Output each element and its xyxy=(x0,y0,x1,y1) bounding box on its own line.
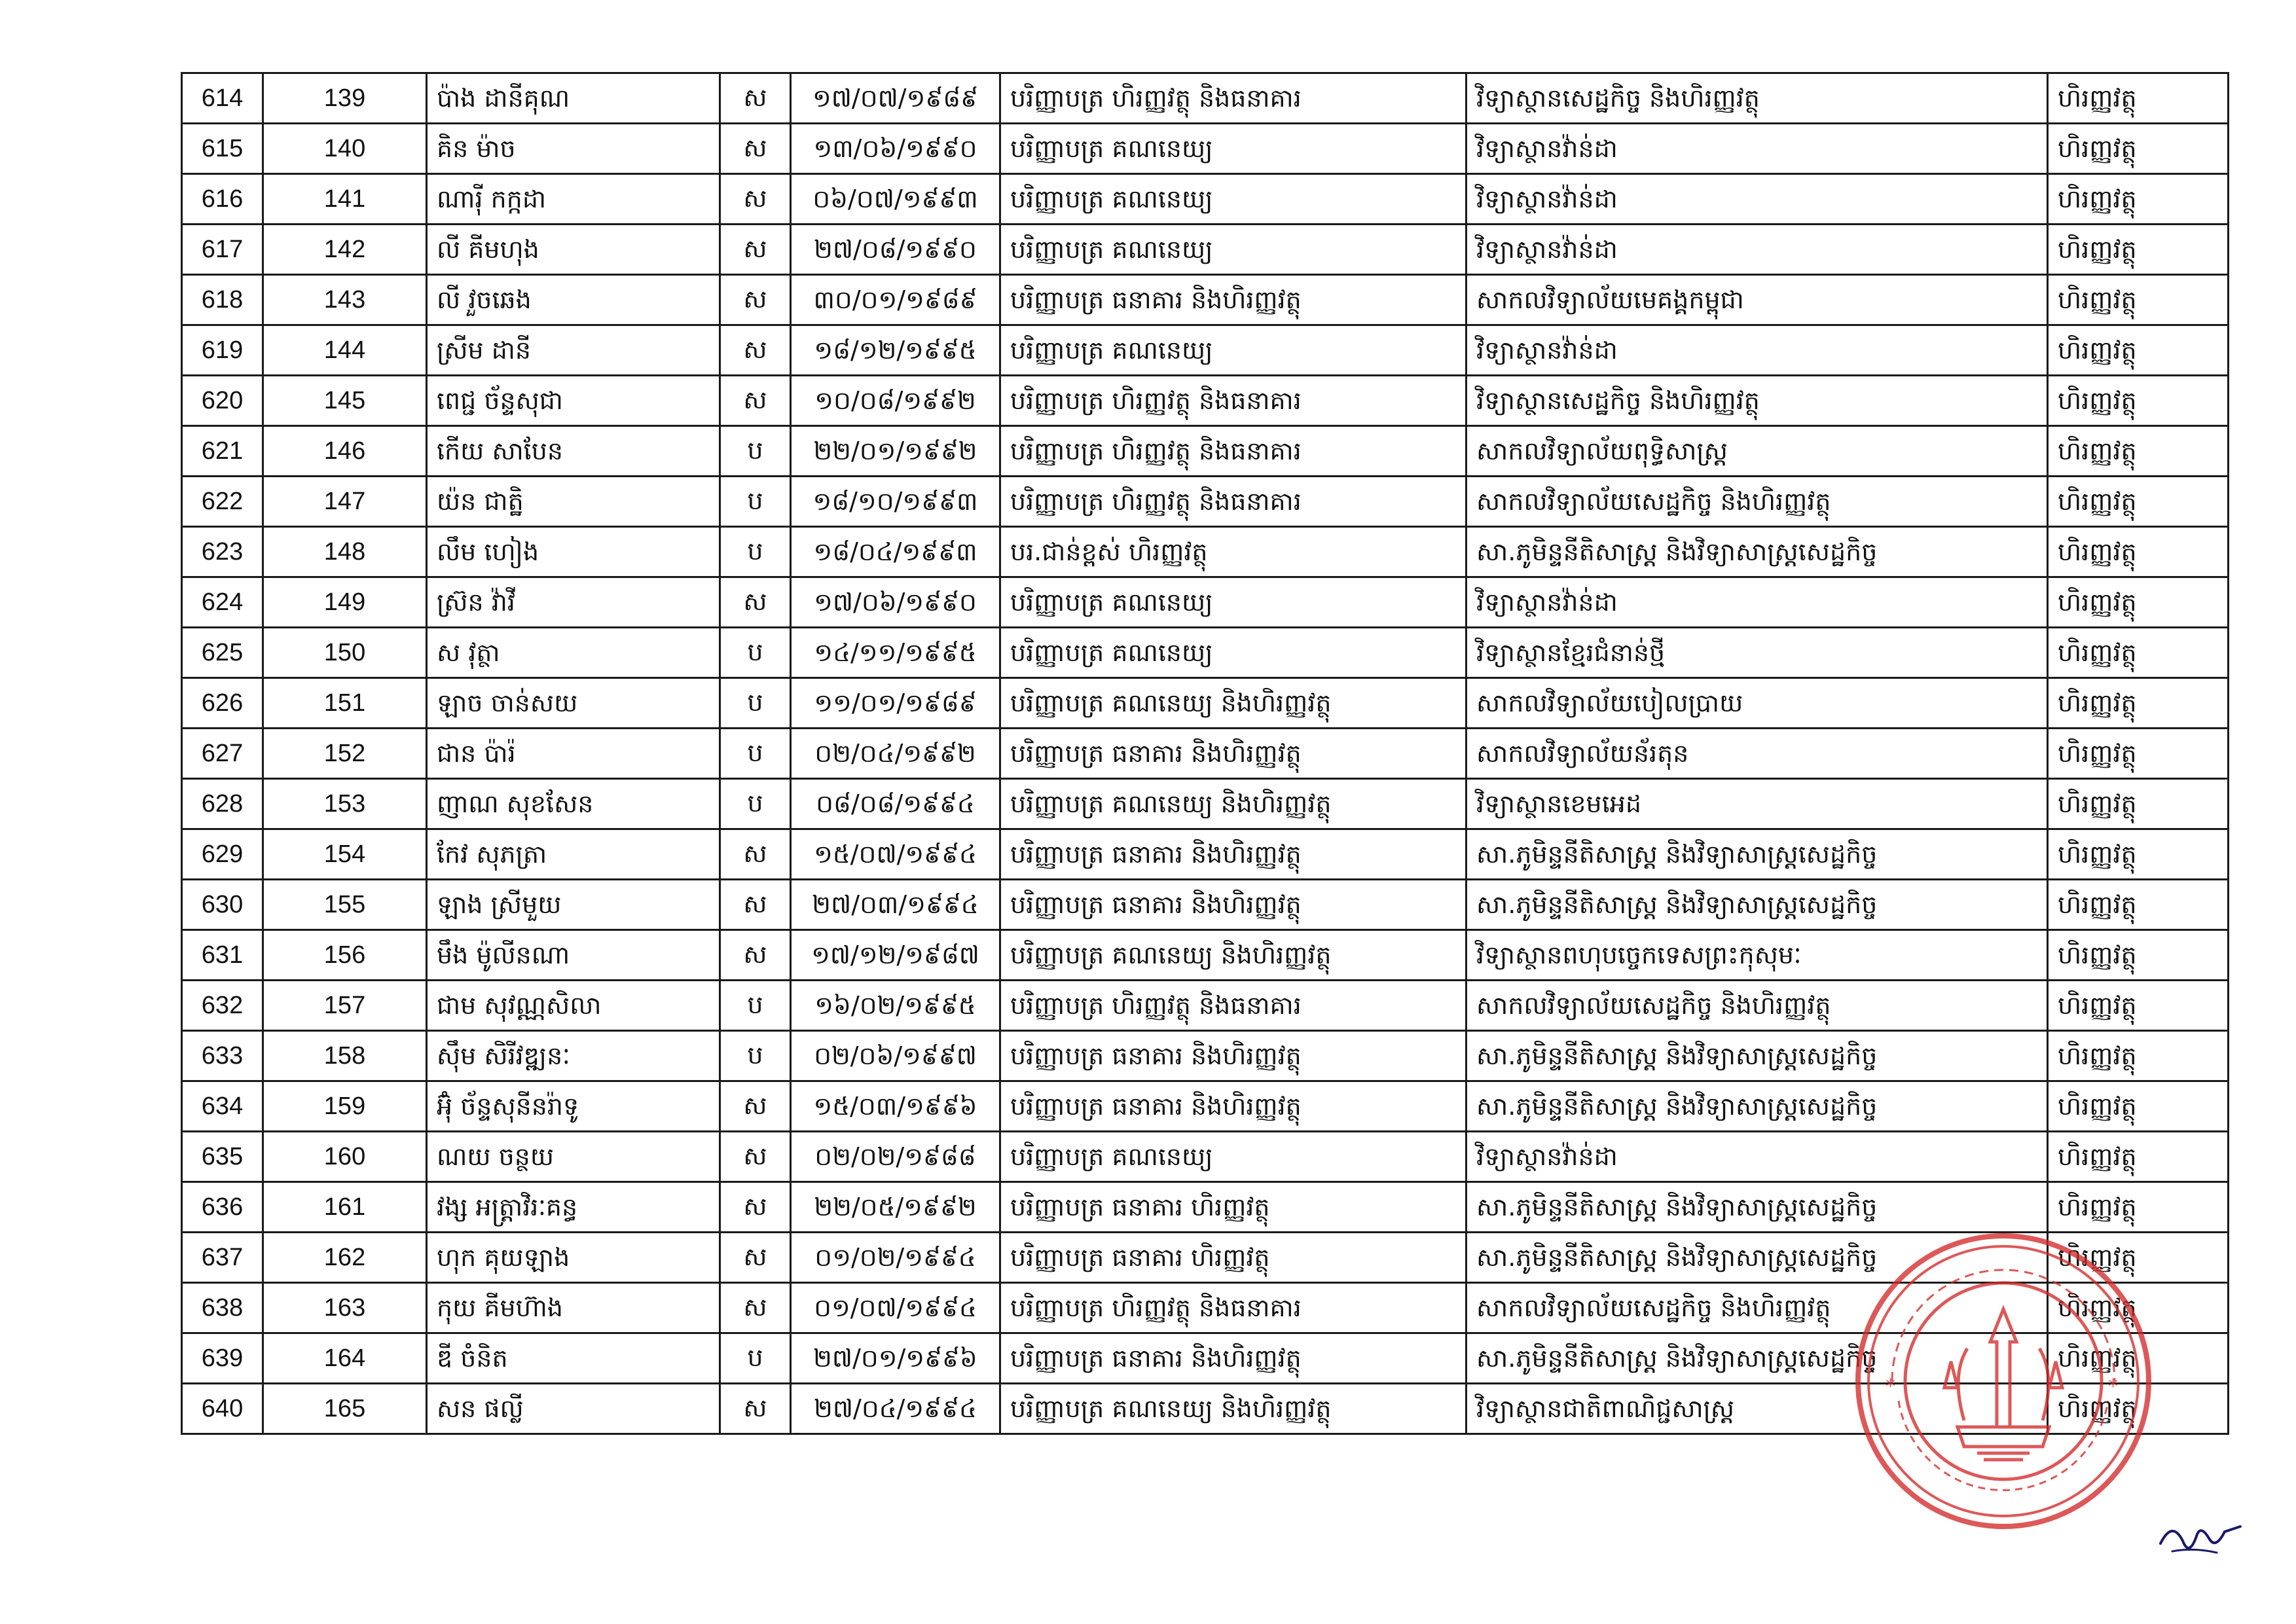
row-number-cell: 634 xyxy=(182,1081,263,1132)
date-of-birth-cell: ០២/០២/១៩៨៨ xyxy=(791,1132,1000,1182)
candidate-name-cell: ជាន ប៉ារ៉ xyxy=(427,729,720,779)
date-of-birth-cell: ១៦/០២/១៩៩៥ xyxy=(791,981,1000,1031)
candidate-name-cell: ពេជ្ជ ច័ន្ទសុជា xyxy=(427,376,720,426)
row-number-cell: 616 xyxy=(182,174,263,225)
date-of-birth-cell: ១៨/០៤/១៩៩៣ xyxy=(791,527,1000,577)
specialty-cell: ហិរញ្ញវត្ថុ xyxy=(2048,325,2229,376)
specialty-cell: ហិរញ្ញវត្ថុ xyxy=(2048,1081,2229,1132)
sub-number-cell: 155 xyxy=(263,880,427,930)
table-row xyxy=(182,477,2229,527)
degree-cell: បរិញ្ញាបត្រ ហិរញ្ញវត្ថុ និងធនាគារ xyxy=(1000,477,1467,527)
degree-cell: បរិញ្ញាបត្រ គណនេយ្យ និងហិរញ្ញវត្ថុ xyxy=(1000,1384,1467,1434)
row-number-cell: 630 xyxy=(182,880,263,930)
specialty-cell: ហិរញ្ញវត្ថុ xyxy=(2048,829,2229,880)
candidate-name-cell: លី វួចឆេង xyxy=(427,275,720,325)
date-of-birth-cell: ២២/០១/១៩៩២ xyxy=(791,426,1000,477)
date-of-birth-cell: ១៥/០៧/១៩៩៤ xyxy=(791,829,1000,880)
specialty-cell: ហិរញ្ញវត្ថុ xyxy=(2048,981,2229,1031)
sex-cell: ស xyxy=(720,1233,791,1283)
table-row xyxy=(182,275,2229,325)
institution-cell: វិទ្យាស្ថានវ៉ាន់ដា xyxy=(1467,325,2048,376)
sex-cell: ប xyxy=(720,628,791,678)
sex-cell: ប xyxy=(720,678,791,729)
institution-cell: សា.ភូមិន្ទនីតិសាស្ត្រ និងវិទ្យាសាស្ត្រសេដ្ឋកិច្ច xyxy=(1467,1081,2048,1132)
sub-number-cell: 147 xyxy=(263,477,427,527)
candidate-name-cell: លឹម ហៀង xyxy=(427,527,720,577)
date-of-birth-cell: ១៣/០៦/១៩៩០ xyxy=(791,124,1000,174)
specialty-cell: ហិរញ្ញវត្ថុ xyxy=(2048,628,2229,678)
table-row xyxy=(182,527,2229,577)
institution-cell: សាកលវិទ្យាល័យន័រតុន xyxy=(1467,729,2048,779)
sub-number-cell: 158 xyxy=(263,1031,427,1081)
candidate-name-cell: ហុក គុយឡាង xyxy=(427,1233,720,1283)
table-row xyxy=(182,1333,2229,1384)
sex-cell: ស xyxy=(720,930,791,981)
row-number-cell: 640 xyxy=(182,1384,263,1434)
sex-cell: ស xyxy=(720,325,791,376)
sex-cell: ប xyxy=(720,1333,791,1384)
date-of-birth-cell: ៣០/០១/១៩៨៩ xyxy=(791,275,1000,325)
sub-number-cell: 161 xyxy=(263,1182,427,1233)
candidate-name-cell: ស៊ឹម សិរីវឌ្ឍនៈ xyxy=(427,1031,720,1081)
degree-cell: បរិញ្ញាបត្រ គណនេយ្យ xyxy=(1000,325,1467,376)
signature xyxy=(2154,1512,2246,1564)
sex-cell: ស xyxy=(720,225,791,275)
table-row xyxy=(182,981,2229,1031)
institution-cell: សា.ភូមិន្ទនីតិសាស្ត្រ និងវិទ្យាសាស្ត្រសេដ្ឋកិច្ច xyxy=(1467,829,2048,880)
specialty-cell: ហិរញ្ញវត្ថុ xyxy=(2048,124,2229,174)
candidate-name-cell: យ៉ន ជាត្ឋិ xyxy=(427,477,720,527)
specialty-cell: ហិរញ្ញវត្ថុ xyxy=(2048,477,2229,527)
specialty-cell: ហិរញ្ញវត្ថុ xyxy=(2048,527,2229,577)
sub-number-cell: 144 xyxy=(263,325,427,376)
table-row xyxy=(182,1384,2229,1434)
specialty-cell: ហិរញ្ញវត្ថុ xyxy=(2048,376,2229,426)
row-number-cell: 618 xyxy=(182,275,263,325)
candidate-name-cell: ញាណ សុខសែន xyxy=(427,779,720,829)
sub-number-cell: 143 xyxy=(263,275,427,325)
degree-cell: បរិញ្ញាបត្រ ធនាគារ និងហិរញ្ញវត្ថុ xyxy=(1000,1333,1467,1384)
date-of-birth-cell: ១៧/០៦/១៩៩០ xyxy=(791,577,1000,628)
degree-cell: បរិញ្ញាបត្រ គណនេយ្យ xyxy=(1000,174,1467,225)
degree-cell: បរិញ្ញាបត្រ ធនាគារ និងហិរញ្ញវត្ថុ xyxy=(1000,829,1467,880)
sex-cell: ប xyxy=(720,779,791,829)
degree-cell: បរិញ្ញាបត្រ ធនាគារ និងហិរញ្ញវត្ថុ xyxy=(1000,1031,1467,1081)
specialty-cell: ហិរញ្ញវត្ថុ xyxy=(2048,1283,2229,1333)
table-row xyxy=(182,729,2229,779)
institution-cell: វិទ្យាស្ថានខ្មែរជំនាន់ថ្មី xyxy=(1467,628,2048,678)
row-number-cell: 620 xyxy=(182,376,263,426)
institution-cell: សាកលវិទ្យាល័យសេដ្ឋកិច្ច និងហិរញ្ញវត្ថុ xyxy=(1467,477,2048,527)
degree-cell: បរិញ្ញាបត្រ ហិរញ្ញវត្ថុ និងធនាគារ xyxy=(1000,426,1467,477)
institution-cell: វិទ្យាស្ថានវ៉ាន់ដា xyxy=(1467,225,2048,275)
sex-cell: ស xyxy=(720,1384,791,1434)
sex-cell: ស xyxy=(720,275,791,325)
sub-number-cell: 140 xyxy=(263,124,427,174)
sex-cell: ប xyxy=(720,477,791,527)
institution-cell: វិទ្យាស្ថានពហុបច្ចេកទេសព្រះកុសុមៈ xyxy=(1467,930,2048,981)
candidate-name-cell: ជាម សុវណ្ណសិលា xyxy=(427,981,720,1031)
institution-cell: សាកលវិទ្យាល័យសេដ្ឋកិច្ច និងហិរញ្ញវត្ថុ xyxy=(1467,1283,2048,1333)
specialty-cell: ហិរញ្ញវត្ថុ xyxy=(2048,1031,2229,1081)
sex-cell: ស xyxy=(720,1283,791,1333)
sub-number-cell: 157 xyxy=(263,981,427,1031)
date-of-birth-cell: ០៨/០៨/១៩៩៤ xyxy=(791,779,1000,829)
date-of-birth-cell: ២៧/០១/១៩៩៦ xyxy=(791,1333,1000,1384)
specialty-cell: ហិរញ្ញវត្ថុ xyxy=(2048,275,2229,325)
specialty-cell: ហិរញ្ញវត្ថុ xyxy=(2048,73,2229,124)
table-row xyxy=(182,1031,2229,1081)
table-row xyxy=(182,1132,2229,1182)
sub-number-cell: 159 xyxy=(263,1081,427,1132)
candidate-name-cell: ឡាង ស្រីមួយ xyxy=(427,880,720,930)
table-body xyxy=(182,73,2229,1434)
specialty-cell: ហិរញ្ញវត្ថុ xyxy=(2048,880,2229,930)
row-number-cell: 624 xyxy=(182,577,263,628)
sex-cell: ប xyxy=(720,981,791,1031)
degree-cell: បរិញ្ញាបត្រ គណនេយ្យ និងហិរញ្ញវត្ថុ xyxy=(1000,678,1467,729)
specialty-cell: ហិរញ្ញវត្ថុ xyxy=(2048,426,2229,477)
degree-cell: បរិញ្ញាបត្រ ធនាគារ និងហិរញ្ញវត្ថុ xyxy=(1000,729,1467,779)
table-row xyxy=(182,628,2229,678)
sub-number-cell: 156 xyxy=(263,930,427,981)
row-number-cell: 625 xyxy=(182,628,263,678)
degree-cell: បរិញ្ញាបត្រ គណនេយ្យ xyxy=(1000,1132,1467,1182)
row-number-cell: 617 xyxy=(182,225,263,275)
sex-cell: ស xyxy=(720,829,791,880)
candidate-table xyxy=(181,72,2229,1435)
candidate-name-cell: ឌី ចំនិត xyxy=(427,1333,720,1384)
sex-cell: ស xyxy=(720,1132,791,1182)
sex-cell: ស xyxy=(720,1182,791,1233)
sub-number-cell: 160 xyxy=(263,1132,427,1182)
institution-cell: វិទ្យាស្ថានវ៉ាន់ដា xyxy=(1467,174,2048,225)
row-number-cell: 633 xyxy=(182,1031,263,1081)
candidate-name-cell: ស វុត្ថា xyxy=(427,628,720,678)
degree-cell: បរិញ្ញាបត្រ គណនេយ្យ xyxy=(1000,225,1467,275)
candidate-name-cell: ស្រីម ដានី xyxy=(427,325,720,376)
row-number-cell: 635 xyxy=(182,1132,263,1182)
degree-cell: បរិញ្ញាបត្រ ធនាគារ និងហិរញ្ញវត្ថុ xyxy=(1000,1081,1467,1132)
date-of-birth-cell: ០២/០៦/១៩៩៧ xyxy=(791,1031,1000,1081)
institution-cell: សា.ភូមិន្ទនីតិសាស្ត្រ និងវិទ្យាសាស្ត្រសេដ្ឋកិច្ច xyxy=(1467,527,2048,577)
row-number-cell: 639 xyxy=(182,1333,263,1384)
row-number-cell: 629 xyxy=(182,829,263,880)
sub-number-cell: 148 xyxy=(263,527,427,577)
sub-number-cell: 145 xyxy=(263,376,427,426)
degree-cell: បរិញ្ញាបត្រ ធនាគារ និងហិរញ្ញវត្ថុ xyxy=(1000,880,1467,930)
date-of-birth-cell: ០៦/០៧/១៩៩៣ xyxy=(791,174,1000,225)
candidate-name-cell: ស្រ៊ន វ៉ាវី xyxy=(427,577,720,628)
candidate-name-cell: ណារ៉ី កក្កដា xyxy=(427,174,720,225)
candidate-name-cell: អ៊ុំ ច័ន្ទសុនីនរ៉ាទូ xyxy=(427,1081,720,1132)
table-row xyxy=(182,779,2229,829)
row-number-cell: 623 xyxy=(182,527,263,577)
candidate-name-cell: គិន ម៉ាច xyxy=(427,124,720,174)
candidate-name-cell: កែវ សុភត្រា xyxy=(427,829,720,880)
table-row xyxy=(182,1233,2229,1283)
sex-cell: ស xyxy=(720,1081,791,1132)
sex-cell: ប xyxy=(720,729,791,779)
svg-text:*: * xyxy=(1886,1375,1895,1398)
candidate-name-cell: កុយ គីមហ៊ាង xyxy=(427,1283,720,1333)
row-number-cell: 626 xyxy=(182,678,263,729)
sub-number-cell: 139 xyxy=(263,73,427,124)
specialty-cell: ហិរញ្ញវត្ថុ xyxy=(2048,577,2229,628)
date-of-birth-cell: ១៤/១១/១៩៩៥ xyxy=(791,628,1000,678)
candidate-name-cell: ណយ ចន្ថយ xyxy=(427,1132,720,1182)
institution-cell: វិទ្យាស្ថានវ៉ាន់ដា xyxy=(1467,1132,2048,1182)
table-row xyxy=(182,880,2229,930)
institution-cell: សា.ភូមិន្ទនីតិសាស្ត្រ និងវិទ្យាសាស្ត្រសេដ្ឋកិច្ច xyxy=(1467,1233,2048,1283)
degree-cell: បរិញ្ញាបត្រ ធនាគារ ហិរញ្ញវត្ថុ xyxy=(1000,1182,1467,1233)
table-row xyxy=(182,376,2229,426)
institution-cell: វិទ្យាស្ថានសេដ្ឋកិច្ច និងហិរញ្ញវត្ថុ xyxy=(1467,376,2048,426)
table-row xyxy=(182,1081,2229,1132)
candidate-name-cell: ឡាច ចាន់សយ xyxy=(427,678,720,729)
sub-number-cell: 142 xyxy=(263,225,427,275)
sex-cell: ប xyxy=(720,527,791,577)
row-number-cell: 636 xyxy=(182,1182,263,1233)
date-of-birth-cell: ២៧/០៣/១៩៩៤ xyxy=(791,880,1000,930)
table-row xyxy=(182,426,2229,477)
date-of-birth-cell: ១៨/១២/១៩៩៥ xyxy=(791,325,1000,376)
degree-cell: បរិញ្ញាបត្រ ហិរញ្ញវត្ថុ និងធនាគារ xyxy=(1000,981,1467,1031)
table-row xyxy=(182,678,2229,729)
candidate-name-cell: សន ផល្លី xyxy=(427,1384,720,1434)
degree-cell: បរិញ្ញាបត្រ គណនេយ្យ xyxy=(1000,628,1467,678)
degree-cell: បរិញ្ញាបត្រ គណនេយ្យ xyxy=(1000,124,1467,174)
specialty-cell: ហិរញ្ញវត្ថុ xyxy=(2048,1182,2229,1233)
institution-cell: សាកលវិទ្យាល័យសេដ្ឋកិច្ច និងហិរញ្ញវត្ថុ xyxy=(1467,981,2048,1031)
degree-cell: បរិញ្ញាបត្រ ធនាគារ ហិរញ្ញវត្ថុ xyxy=(1000,1233,1467,1283)
table-row xyxy=(182,930,2229,981)
degree-cell: បរិញ្ញាបត្រ ធនាគារ និងហិរញ្ញវត្ថុ xyxy=(1000,275,1467,325)
specialty-cell: ហិរញ្ញវត្ថុ xyxy=(2048,225,2229,275)
date-of-birth-cell: ១៨/១០/១៩៩៣ xyxy=(791,477,1000,527)
degree-cell: បរិញ្ញាបត្រ គណនេយ្យ និងហិរញ្ញវត្ថុ xyxy=(1000,779,1467,829)
date-of-birth-cell: ២២/០៥/១៩៩២ xyxy=(791,1182,1000,1233)
degree-cell: បរិញ្ញាបត្រ ហិរញ្ញវត្ថុ និងធនាគារ xyxy=(1000,73,1467,124)
sub-number-cell: 149 xyxy=(263,577,427,628)
sub-number-cell: 163 xyxy=(263,1283,427,1333)
sub-number-cell: 153 xyxy=(263,779,427,829)
row-number-cell: 619 xyxy=(182,325,263,376)
degree-cell: បរិញ្ញាបត្រ គណនេយ្យ xyxy=(1000,577,1467,628)
sub-number-cell: 154 xyxy=(263,829,427,880)
sex-cell: ស xyxy=(720,577,791,628)
specialty-cell: ហិរញ្ញវត្ថុ xyxy=(2048,930,2229,981)
specialty-cell: ហិរញ្ញវត្ថុ xyxy=(2048,678,2229,729)
table-row xyxy=(182,225,2229,275)
institution-cell: វិទ្យាស្ថានជាតិពាណិជ្ជសាស្ត្រ xyxy=(1467,1384,2048,1434)
table-row xyxy=(182,1283,2229,1333)
candidate-name-cell: មឹង ម៉ូលីនណា xyxy=(427,930,720,981)
institution-cell: សាកលវិទ្យាល័យបៀលប្រាយ xyxy=(1467,678,2048,729)
table-row xyxy=(182,325,2229,376)
specialty-cell: ហិរញ្ញវត្ថុ xyxy=(2048,1384,2229,1434)
date-of-birth-cell: ១៧/០៧/១៩៨៩ xyxy=(791,73,1000,124)
row-number-cell: 621 xyxy=(182,426,263,477)
date-of-birth-cell: ០១/០៧/១៩៩៤ xyxy=(791,1283,1000,1333)
sex-cell: ប xyxy=(720,426,791,477)
table-row xyxy=(182,124,2229,174)
svg-text:*: * xyxy=(2108,1375,2118,1398)
date-of-birth-cell: ១១/០១/១៩៨៩ xyxy=(791,678,1000,729)
specialty-cell: ហិរញ្ញវត្ថុ xyxy=(2048,1132,2229,1182)
sex-cell: ស xyxy=(720,376,791,426)
table-row xyxy=(182,1182,2229,1233)
institution-cell: វិទ្យាស្ថានខេមអេដ xyxy=(1467,779,2048,829)
institution-cell: សាកលវិទ្យាល័យពុទ្ធិសាស្ត្រ xyxy=(1467,426,2048,477)
specialty-cell: ហិរញ្ញវត្ថុ xyxy=(2048,729,2229,779)
specialty-cell: ហិរញ្ញវត្ថុ xyxy=(2048,779,2229,829)
row-number-cell: 637 xyxy=(182,1233,263,1283)
row-number-cell: 632 xyxy=(182,981,263,1031)
row-number-cell: 615 xyxy=(182,124,263,174)
sub-number-cell: 150 xyxy=(263,628,427,678)
candidate-name-cell: ប៉ាង ដានីគុណ xyxy=(427,73,720,124)
institution-cell: វិទ្យាស្ថានសេដ្ឋកិច្ច និងហិរញ្ញវត្ថុ xyxy=(1467,73,2048,124)
degree-cell: បរិញ្ញាបត្រ គណនេយ្យ និងហិរញ្ញវត្ថុ xyxy=(1000,930,1467,981)
date-of-birth-cell: ១៧/១២/១៩៨៧ xyxy=(791,930,1000,981)
sub-number-cell: 146 xyxy=(263,426,427,477)
sex-cell: ស xyxy=(720,174,791,225)
institution-cell: សា.ភូមិន្ទនីតិសាស្ត្រ និងវិទ្យាសាស្ត្រសេដ្ឋកិច្ច xyxy=(1467,1333,2048,1384)
candidate-name-cell: លី គីមហុង xyxy=(427,225,720,275)
specialty-cell: ហិរញ្ញវត្ថុ xyxy=(2048,1233,2229,1283)
degree-cell: បរិញ្ញាបត្រ ហិរញ្ញវត្ថុ និងធនាគារ xyxy=(1000,1283,1467,1333)
candidate-name-cell: កើយ សាបែន xyxy=(427,426,720,477)
table-row xyxy=(182,577,2229,628)
date-of-birth-cell: ២៧/០៤/១៩៩៤ xyxy=(791,1384,1000,1434)
candidate-name-cell: វង្ស អត្ត្រាវិរៈគន្ធ xyxy=(427,1182,720,1233)
row-number-cell: 631 xyxy=(182,930,263,981)
degree-cell: បរិញ្ញាបត្រ ហិរញ្ញវត្ថុ និងធនាគារ xyxy=(1000,376,1467,426)
specialty-cell: ហិរញ្ញវត្ថុ xyxy=(2048,174,2229,225)
row-number-cell: 638 xyxy=(182,1283,263,1333)
sex-cell: ស xyxy=(720,880,791,930)
specialty-cell: ហិរញ្ញវត្ថុ xyxy=(2048,1333,2229,1384)
sub-number-cell: 141 xyxy=(263,174,427,225)
sub-number-cell: 151 xyxy=(263,678,427,729)
sub-number-cell: 164 xyxy=(263,1333,427,1384)
date-of-birth-cell: ០១/០២/១៩៩៤ xyxy=(791,1233,1000,1283)
sub-number-cell: 152 xyxy=(263,729,427,779)
institution-cell: សា.ភូមិន្ទនីតិសាស្ត្រ និងវិទ្យាសាស្ត្រសេដ្ឋកិច្ច xyxy=(1467,1031,2048,1081)
institution-cell: វិទ្យាស្ថានវ៉ាន់ដា xyxy=(1467,577,2048,628)
degree-cell: បរ.ជាន់ខ្ពស់ ហិរញ្ញវត្ថុ xyxy=(1000,527,1467,577)
date-of-birth-cell: ១៥/០៣/១៩៩៦ xyxy=(791,1081,1000,1132)
date-of-birth-cell: ២៧/០៨/១៩៩០ xyxy=(791,225,1000,275)
row-number-cell: 628 xyxy=(182,779,263,829)
institution-cell: វិទ្យាស្ថានវ៉ាន់ដា xyxy=(1467,124,2048,174)
table-row xyxy=(182,829,2229,880)
sex-cell: ប xyxy=(720,1031,791,1081)
institution-cell: សា.ភូមិន្ទនីតិសាស្ត្រ និងវិទ្យាសាស្ត្រសេដ្ឋកិច្ច xyxy=(1467,1182,2048,1233)
date-of-birth-cell: ០២/០៤/១៩៩២ xyxy=(791,729,1000,779)
table-row xyxy=(182,174,2229,225)
sex-cell: ស xyxy=(720,73,791,124)
row-number-cell: 614 xyxy=(182,73,263,124)
institution-cell: សាកលវិទ្យាល័យមេគង្គកម្ពុជា xyxy=(1467,275,2048,325)
date-of-birth-cell: ១០/០៨/១៩៩២ xyxy=(791,376,1000,426)
sub-number-cell: 165 xyxy=(263,1384,427,1434)
table-row xyxy=(182,73,2229,124)
row-number-cell: 627 xyxy=(182,729,263,779)
institution-cell: សា.ភូមិន្ទនីតិសាស្ត្រ និងវិទ្យាសាស្ត្រសេដ្ឋកិច្ច xyxy=(1467,880,2048,930)
sex-cell: ស xyxy=(720,124,791,174)
sub-number-cell: 162 xyxy=(263,1233,427,1283)
row-number-cell: 622 xyxy=(182,477,263,527)
